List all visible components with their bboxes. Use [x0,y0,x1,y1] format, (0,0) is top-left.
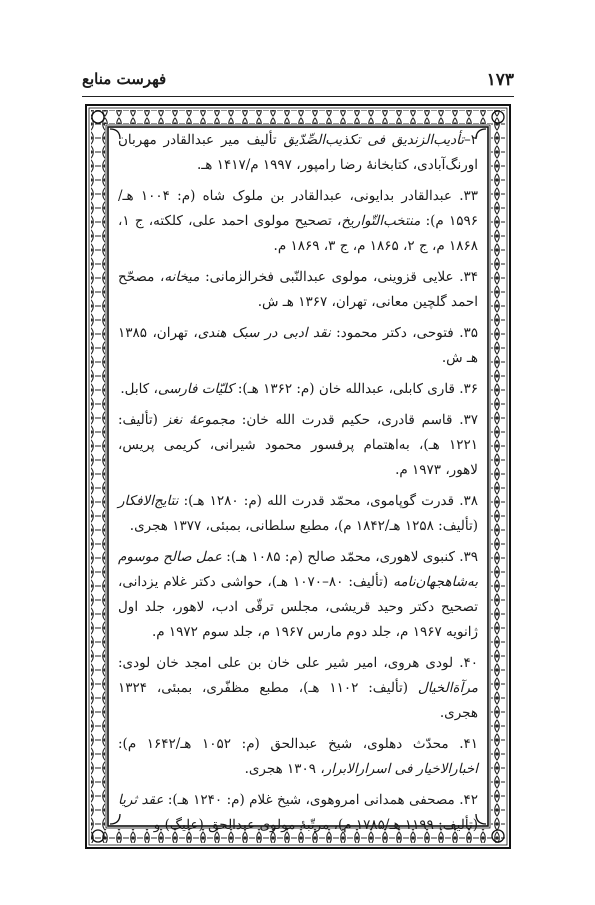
entry-details: ، ۱۳۰۹ هجری. [244,761,325,777]
header-rule [82,96,514,97]
entry-number: ۴۲. [459,792,478,808]
entry-title: اخبارالاخیار فی اسرارالابرار [324,761,478,777]
page-number: ۱۷۳ [486,70,514,90]
entry-number: ۳۶. [459,381,478,397]
bibliography-entry [118,545,478,645]
running-title: فهرست منابع [82,70,167,88]
entry-title: نقد ادبی در سبک هندی [197,325,331,341]
bibliography-entry [118,377,478,402]
entry-details: تألیف میر عبدالقادر مهربان اورنگ‌آبادی، کتابخانهٔ رضا رامپور، ۱۹۹۷ م/۱۴۱۷ هـ. [118,132,478,173]
bibliography-entry [118,788,478,838]
entry-title: مرآةالخیال [417,680,478,696]
entry-number: ۳۷. [459,412,479,428]
entry-number: ۳۴. [459,269,479,285]
entry-number: ۳۳. [459,188,479,204]
entry-details: (تألیف: ۱۱۰۲ هـ)، مطبع مظفّری، بمبئی، ۱۳۲۴ هجری. [118,680,478,721]
entry-number: ۳۵. [459,325,478,341]
entry-author: عبدالقادر بدایونی، عبدالقادر بن ملوک شاه (م: ۱۰۰۴ هـ/۱۵۹۶ م): [118,188,479,229]
entry-title: میخانه [164,269,200,285]
entry-number: ۴۱. [459,736,479,752]
page-header [82,70,514,94]
entry-details: ، تصحیح مولوی احمد علی، کلکته، ج ۱، ۱۸۶۸ م، ج ۲، ۱۸۶۵ م، ج ۳، ۱۸۶۹ م. [118,213,478,254]
entry-author: کنبوی لاهوری، محمّد صالح (م: ۱۰۸۵ هـ): [221,549,460,565]
bibliography-entry [118,489,478,539]
entry-author: لودی هروی، امیر شیر علی خان بن علی امجد خان لودی: [118,655,460,671]
entry-author: قاری کابلی، عبدالله خان (م: ۱۳۶۲ هـ): [233,381,460,397]
bibliography-entry [118,651,478,726]
entry-title: تأدیب‌الزندیق فی تکذیب‌الصِّدّیق [283,132,464,148]
entry-title: کلیّات فارسی [157,381,234,397]
entry-details: (تألیف: ۱۲۵۸ هـ/۱۸۴۲ م)، مطبع سلطانی، بمبئی، ۱۳۷۷ هجری. [129,518,478,534]
entry-details: (تألیف: ۱۲۲۱ هـ)، به‌اهتمام پرفسور محمود شیرانی، کریمی پریس، لاهور، ۱۹۷۳ م. [118,412,478,478]
bibliography-entry [118,265,478,315]
entry-title: نتایج‌الافکار [118,493,179,509]
entry-details: ، تهران، ۱۳۸۵ هـ ش. [118,325,478,366]
entry-details: ، مصحّح احمد گلچین معانی، تهران، ۱۳۶۷ هـ ش. [118,269,478,310]
entry-title: عقد ثریا [118,792,164,808]
bibliography-entry [118,128,478,178]
entry-number: ۲– [463,132,478,148]
entry-details: ، کابل. [120,381,158,397]
entry-title: منتخب‌التّواریخ [341,213,421,229]
entry-title: مجموعهٔ نغز [164,412,236,428]
entry-number: ۳۹. [459,549,479,565]
bibliography-entry [118,184,478,259]
entry-number: ۳۸. [459,493,478,509]
entry-author: مصحفی همدانی امروهوی، شیخ غلام (م: ۱۲۴۰ هـ): [163,792,460,808]
entry-title: عمل صالح موسوم به‌شاهجهان‌نامه [118,549,478,590]
bibliography-entry [118,732,478,782]
entry-details: (تألیف: ۱۱۹۹ هـ/۱۷۸۵ م)، مرتّبهٔ مولوی عبدالحق (علیگ) و [153,817,478,833]
entry-details: (تألیف: ۸۰–۱۰۷۰ هـ)، حواشی دکتر غلام یزدانی، تصحیح دکتر وحید قریشی، مجلس ترقّی ادب، لاهور، جلد اول ژانویه ۱۹۶۷ م، جلد دوم مارس ۱۹۶۷ م، جلد سوم ۱۹۷۲ م. [118,574,478,640]
entry-author: قدرت گوپاموی، محمّد قدرت الله (م: ۱۲۸۰ هـ): [178,493,460,509]
bibliography-entry [118,408,478,483]
entry-number: ۴۰. [459,655,478,671]
entry-author: محدّث دهلوی، شیخ عبدالحق (م: ۱۰۵۲ هـ/۱۶۴۲ م): [118,736,460,752]
entry-author: فتوحی، دکتر محمود: [330,325,460,341]
entry-author: قاسم قادری، حکیم قدرت الله خان: [235,412,460,428]
bibliography-entry [118,321,478,371]
entry-author: علایی قزوینی، مولوی عبدالنّبی فخرالزمانی: [199,269,460,285]
bibliography-list [118,128,479,833]
